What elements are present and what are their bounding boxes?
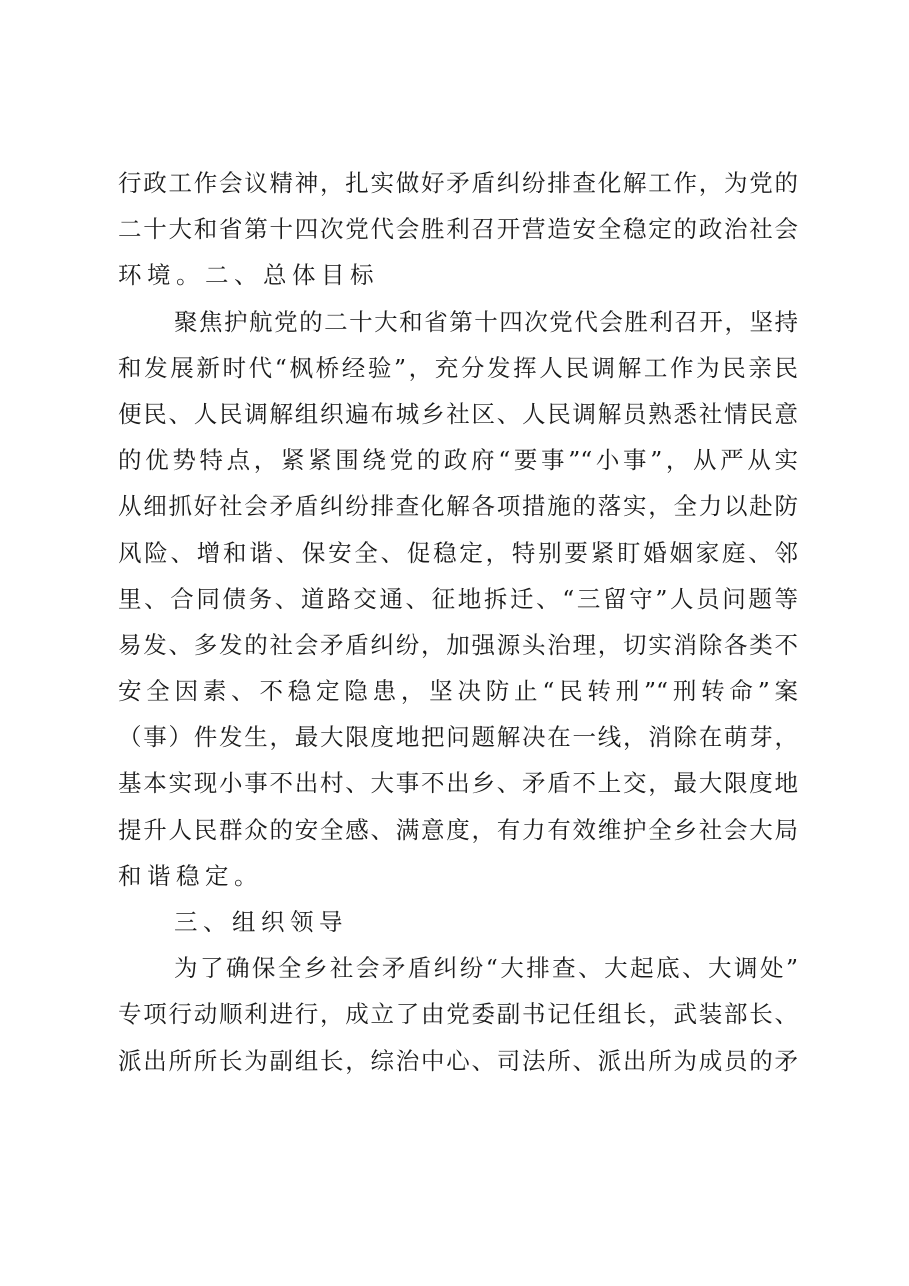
text-line: 为了确保全乡社会矛盾纠纷“大排查、大起底、大调处”: [174, 954, 798, 983]
text-line: 派出所所长为副组长，综治中心、司法所、派出所为成员的矛: [118, 1046, 798, 1075]
text-line: 提升人民群众的安全感、满意度，有力有效维护全乡社会大局: [118, 815, 798, 844]
text-line: 三、组织领导: [174, 908, 348, 936]
text-line: 安全因素、不稳定隐患，坚决防止“民转刑”“刑转命”案: [118, 677, 798, 706]
text-line: 基本实现小事不出村、大事不出乡、矛盾不上交，最大限度地: [118, 769, 798, 798]
text-line: 易发、多发的社会矛盾纠纷，加强源头治理，切实消除各类不: [118, 630, 798, 659]
text-line: 里、合同债务、道路交通、征地拆迁、“三留守”人员问题等: [118, 584, 798, 613]
text-line: 和谐稳定。: [118, 861, 263, 890]
text-line: 专项行动顺利进行，成立了由党委副书记任组长，武装部长、: [118, 1000, 798, 1029]
text-line: （事）件发生，最大限度地把问题解决在一线，消除在萌芽，: [118, 723, 798, 752]
text-line: 二十大和省第十四次党代会胜利召开营造安全稳定的政治社会: [118, 215, 798, 244]
text-line: 环境。二、总体目标: [118, 261, 379, 290]
text-line: 风险、增和谐、保安全、促稳定，特别要紧盯婚姻家庭、邻: [118, 538, 798, 567]
text-line: 行政工作会议精神，扎实做好矛盾纠纷排查化解工作，为党的: [118, 169, 798, 197]
text-line: 和发展新时代“枫桥经验”，充分发挥人民调解工作为民亲民: [118, 353, 798, 382]
text-line: 的优势特点，紧紧围绕党的政府“要事”“小事”，从严从实: [118, 446, 798, 475]
text-line: 从细抓好社会矛盾纠纷排查化解各项措施的落实，全力以赴防: [118, 492, 798, 521]
text-line: 便民、人民调解组织遍布城乡社区、人民调解员熟悉社情民意: [118, 399, 798, 428]
document-body: [118, 160, 798, 1084]
text-line: 聚焦护航党的二十大和省第十四次党代会胜利召开，坚持: [174, 307, 798, 336]
